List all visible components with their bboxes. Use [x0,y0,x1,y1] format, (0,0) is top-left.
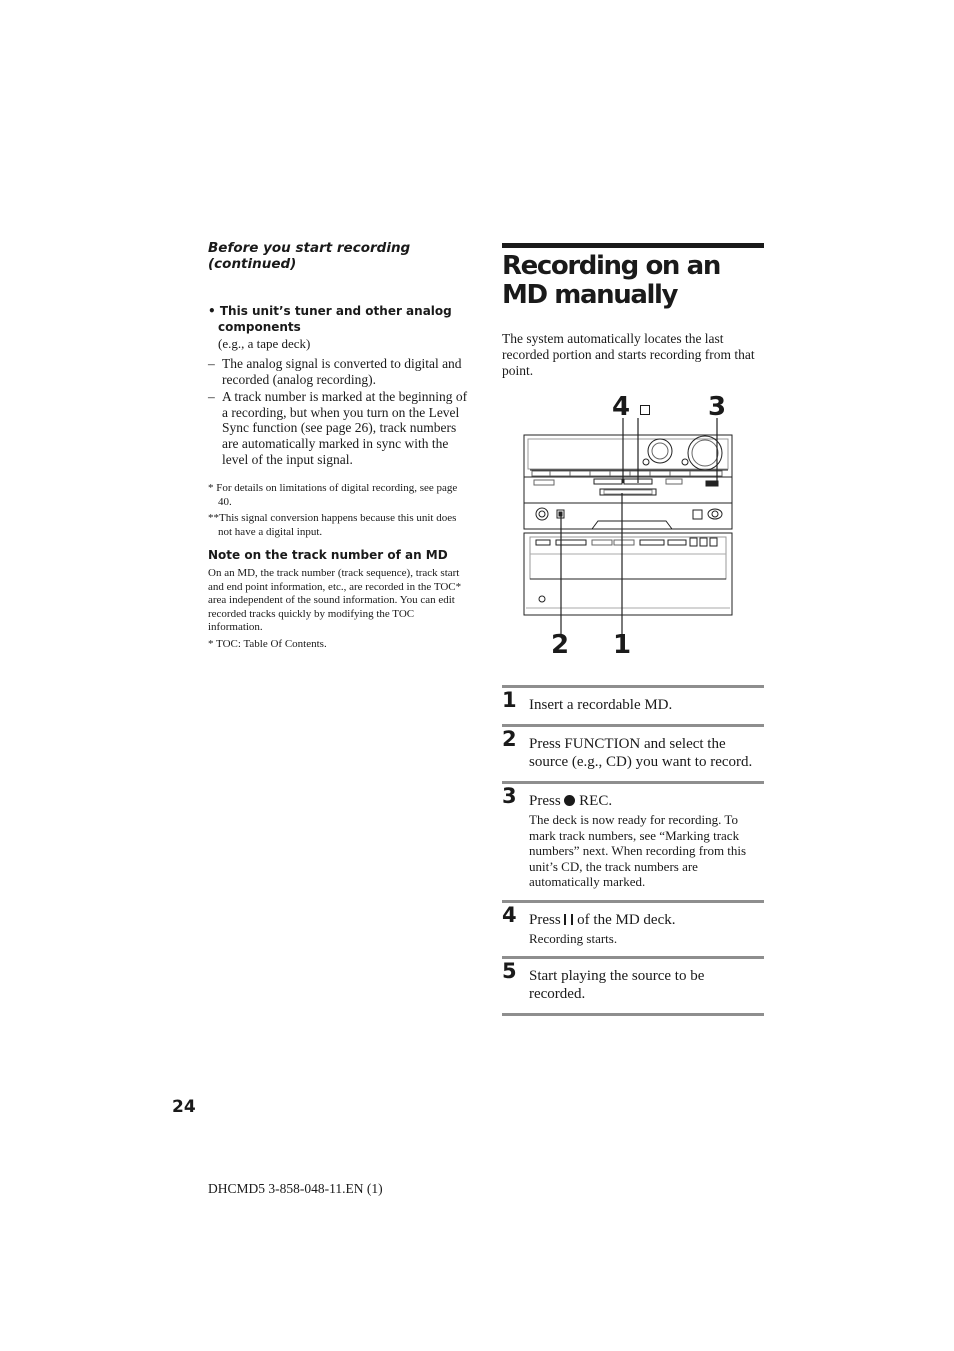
step-2 [502,724,764,781]
step-text: Press FUNCTION and select the source (e.g., CD) you want to record. [529,736,753,770]
step-text: Insert a recordable MD. [529,697,673,713]
rec-button [706,481,718,486]
callout-1: 1 [613,630,632,660]
step-text: Start playing the source to be recorded. [529,968,705,1002]
step-number: 1 [502,688,517,712]
step-5 [502,956,764,1016]
dash-list [208,356,470,467]
example-note: (e.g., a tape deck) [218,336,311,351]
step-1 [502,685,764,724]
footnotes [208,481,470,539]
step-number: 2 [502,727,517,751]
step-number: 4 [502,902,517,927]
step-text: Press of the MD deck. [529,911,676,928]
step-detail: Recording starts. [529,930,618,946]
stop-icon [640,405,650,415]
callout-4: 4 [612,392,631,422]
footnote: **This signal conversion happens because this unit does not have a digital input. [208,512,457,539]
power-button [536,508,548,520]
step-number: 3 [502,784,517,808]
record-dot-icon [564,795,575,806]
section-subhead: Before you start recording (continued) [208,240,411,272]
callout-3: 3 [708,392,727,422]
steps-list [502,685,764,1016]
step-text: Press REC. [529,793,613,809]
footnote: * For details on limitations of digital recording, see page 40. [208,482,458,509]
note-body: On an MD, the track number (track sequence), track start and end point information, etc., are recorded in the TOC* area independent of the sound information. You can edit recorded tracks quickly by modifying the TOC information. [208,567,462,634]
document-code: DHCMD5 3-858-048-11.EN (1) [208,1181,383,1196]
note-heading: Note on the track number of an MD [208,548,448,563]
step-3 [502,781,764,900]
pause-icon [564,914,573,925]
title-rule [502,243,764,248]
step-4 [502,900,764,957]
headphone-jack [539,596,545,602]
list-item: – A track number is marked at the beginning of a recording, but when you turn on the Level Sync function (see page 26), track numbers are automatically marked in sync with the level of the input signal. [208,389,468,467]
bullet-heading: • This unit’s tuner and other analog components [208,304,452,334]
intro-paragraph: The system automatically locates the last recorded portion and starts recording from that point. [502,331,755,378]
list-item: – The analog signal is converted to digital and recorded (analog recording). [208,356,462,387]
step-detail: The deck is now ready for recording. To mark track numbers, see “Marking track numbers” next. When recording from this unit’s CD, the track numbers are automatically marked. [529,812,747,889]
page-title: Recording on an MD manually [502,251,720,310]
step-number: 5 [502,959,517,983]
toc-footnote: * TOC: Table Of Contents. [208,637,327,650]
page-number: 24 [172,1097,196,1117]
left-column [208,240,470,651]
stereo-unit-diagram [520,388,740,660]
callout-2: 2 [551,630,570,660]
